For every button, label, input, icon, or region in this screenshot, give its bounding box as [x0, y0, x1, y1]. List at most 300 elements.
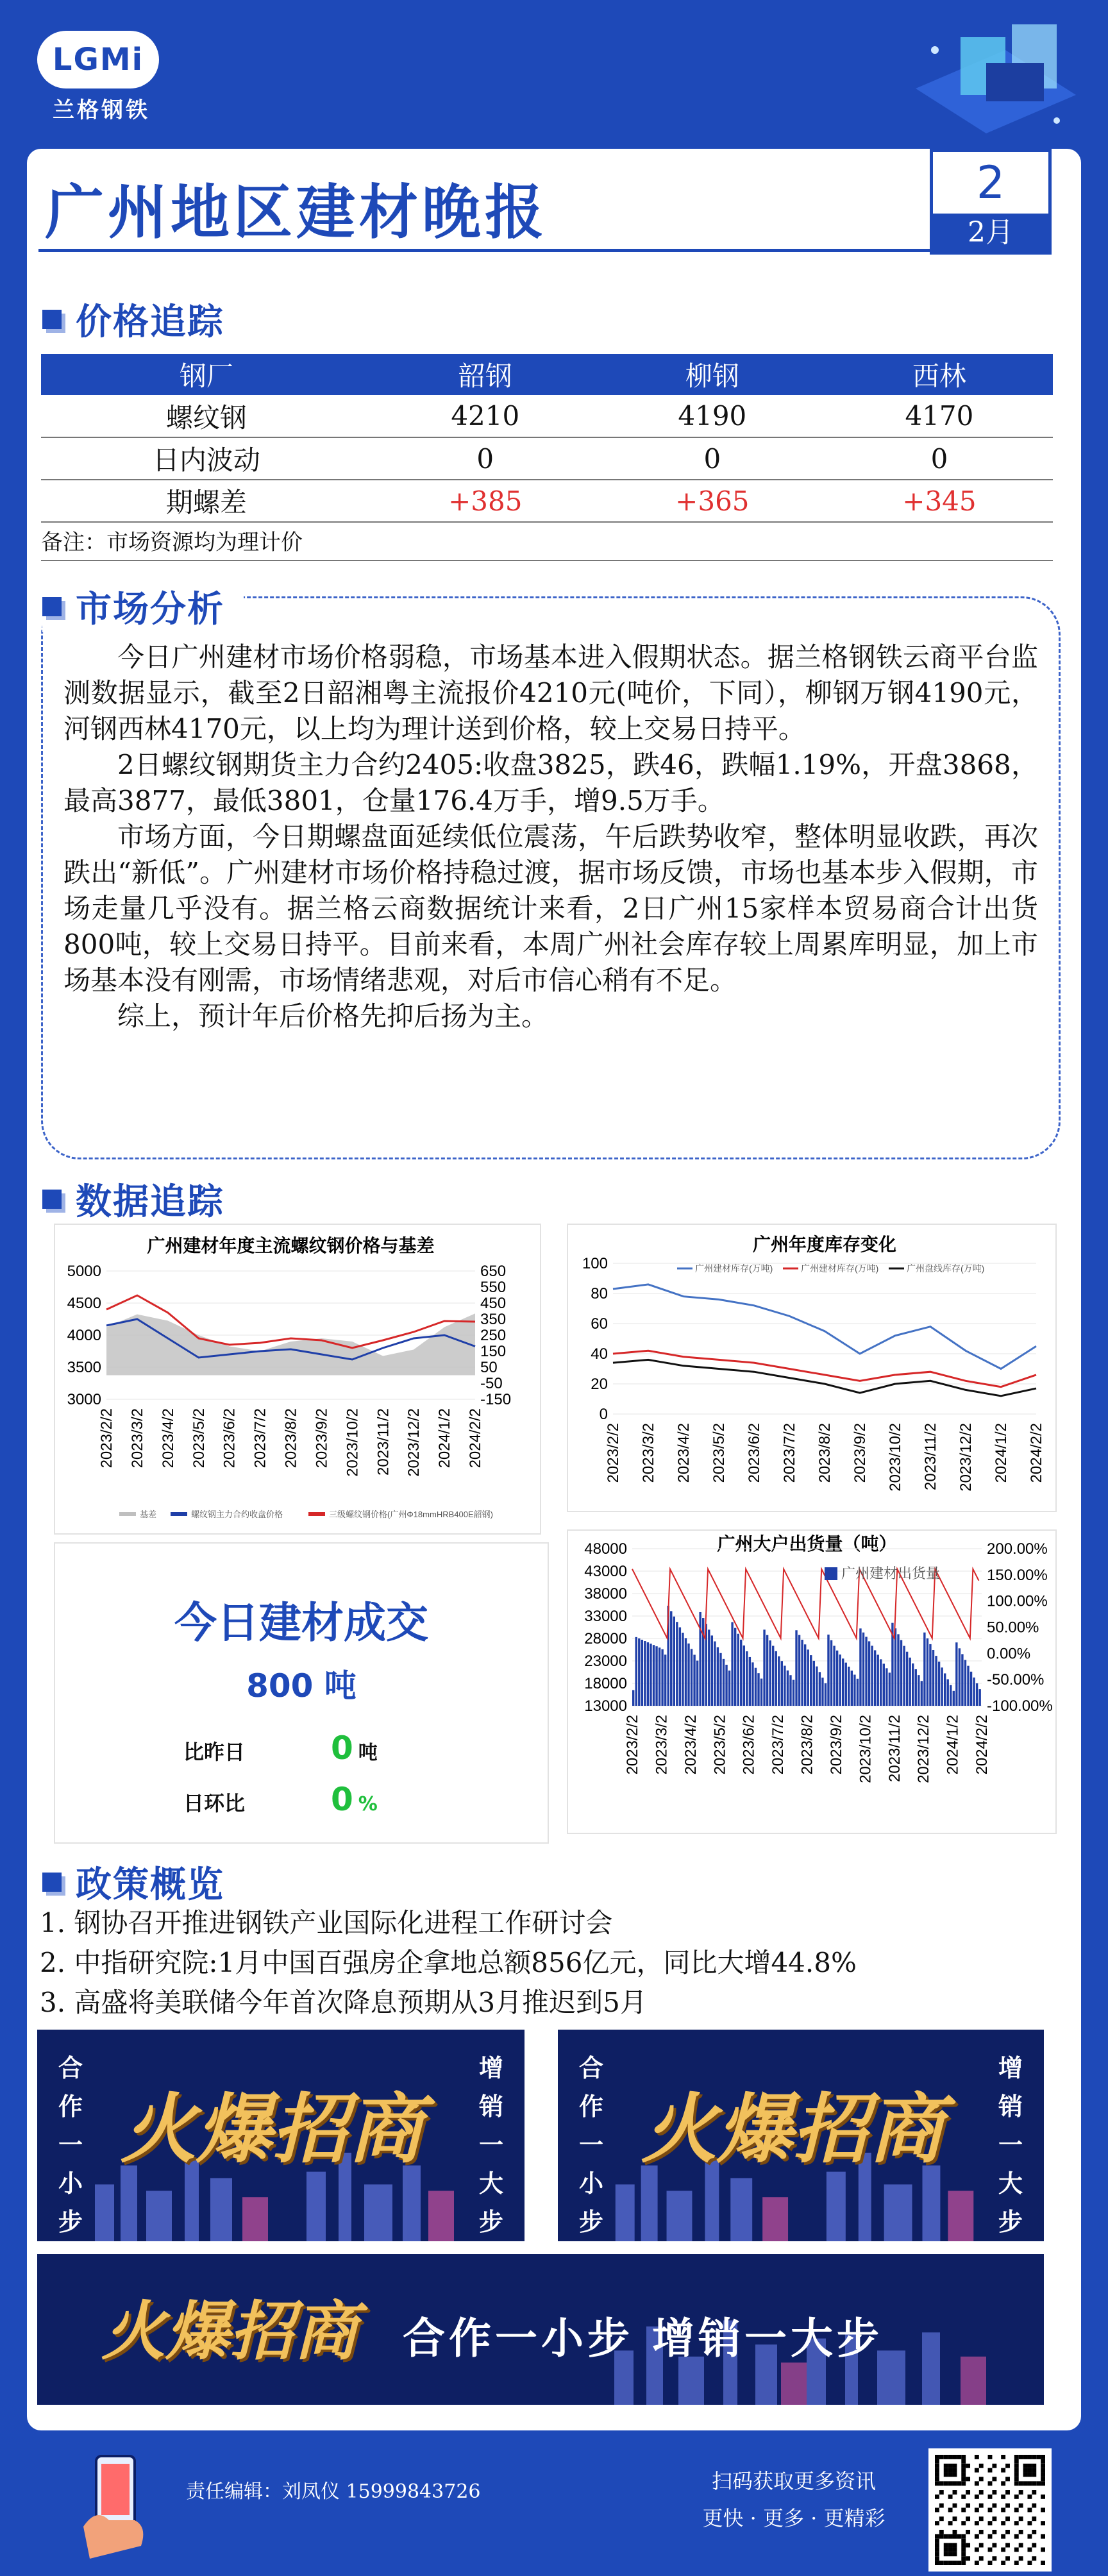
section-analysis-label: 市场分析 — [76, 588, 224, 630]
bar — [900, 1640, 902, 1706]
qr-module — [948, 2534, 953, 2539]
shipment-chart-card — [567, 1529, 1057, 1834]
bar — [717, 1647, 719, 1706]
qr-module — [939, 2490, 944, 2495]
qr-module — [939, 2561, 944, 2565]
bar — [723, 1659, 725, 1706]
price-basis-chart-card — [54, 1224, 541, 1535]
bar — [798, 1635, 800, 1706]
qr-module — [948, 2508, 953, 2513]
qr-module — [1014, 2477, 1019, 2481]
qr-module — [1005, 2530, 1010, 2534]
y2-tick-label: -50.00% — [987, 1671, 1045, 1689]
qr-module — [1014, 2464, 1019, 2468]
y2-tick-label: 100.00% — [987, 1592, 1048, 1610]
qr-module — [975, 2561, 979, 2565]
qr-module — [988, 2455, 993, 2459]
bar — [877, 1654, 879, 1706]
bar — [868, 1641, 870, 1706]
bar — [673, 1617, 675, 1706]
qr-module — [944, 2543, 948, 2548]
qr-module — [939, 2481, 944, 2486]
qr-module — [961, 2539, 966, 2543]
bar — [859, 1628, 861, 1706]
qr-module — [939, 2530, 944, 2534]
qr-module — [988, 2521, 993, 2525]
qr-module — [1019, 2530, 1023, 2534]
deal-yoy-unit: 吨 — [358, 1742, 378, 1764]
qr-module — [961, 2481, 966, 2486]
bar — [848, 1667, 850, 1706]
qr-module — [1027, 2468, 1032, 2473]
bar — [883, 1663, 885, 1706]
bar — [871, 1646, 873, 1706]
qr-module — [1041, 2464, 1045, 2468]
x-tick-label: 2024/2/2 — [467, 1408, 484, 1469]
qr-module — [935, 2481, 939, 2486]
x-tick-label: 2024/2/2 — [973, 1715, 991, 1775]
bar — [938, 1662, 940, 1706]
qr-module — [1001, 2455, 1005, 2459]
qr-module — [1023, 2473, 1028, 2477]
qr-module — [1001, 2468, 1005, 2473]
qr-module — [966, 2543, 970, 2548]
footer-editor: 责任编辑：刘凤仪 15999843726 — [186, 2480, 481, 2503]
bar — [632, 1690, 634, 1706]
qr-module — [961, 2464, 966, 2468]
qr-module — [1001, 2495, 1005, 2499]
qr-module — [1032, 2464, 1036, 2468]
policy-list — [40, 1903, 857, 2023]
ad-right-text: 增销一大步 — [998, 2054, 1023, 2236]
y-tick-label: 3000 — [67, 1391, 101, 1408]
y-tick-label: 40 — [591, 1345, 608, 1363]
bar — [670, 1611, 672, 1706]
qr-module — [935, 2561, 939, 2565]
y-tick-label: 5000 — [67, 1263, 101, 1280]
bar — [903, 1646, 905, 1706]
qr-module — [961, 2459, 966, 2464]
bar — [766, 1635, 768, 1706]
price-note: 备注：市场资源均为理计价 — [41, 525, 1053, 561]
qr-module — [944, 2464, 948, 2468]
qr-module — [1005, 2464, 1010, 2468]
ad-left-text: 合作一小步 — [578, 2054, 603, 2236]
x-tick-label: 2023/9/2 — [313, 1408, 331, 1469]
bar — [944, 1673, 946, 1706]
bar — [793, 1680, 794, 1706]
logo-subtitle: 兰格钢铁 — [53, 97, 150, 123]
table-cell: +385 — [372, 480, 599, 522]
inventory-chart — [568, 1225, 1058, 1513]
report-title: 广州地区建材晚报 — [45, 178, 548, 247]
x-tick-label: 2023/5/2 — [710, 1423, 728, 1483]
chart-title: 广州建材年度主流螺纹钢价格与基差 — [147, 1236, 435, 1256]
date-month: 2月 — [933, 214, 1048, 252]
ad-banner-right[interactable] — [558, 2030, 1044, 2241]
qr-module — [935, 2464, 939, 2468]
bar — [865, 1637, 867, 1706]
x-tick-label: 2023/8/2 — [816, 1423, 834, 1483]
bar — [778, 1656, 780, 1706]
qr-module — [1014, 2521, 1019, 2525]
bar — [728, 1671, 730, 1706]
bar — [827, 1635, 829, 1706]
qr-module — [953, 2490, 957, 2495]
qr-module — [975, 2481, 979, 2486]
qr-module — [953, 2468, 957, 2473]
qr-module — [979, 2490, 984, 2495]
qr-module — [979, 2477, 984, 2481]
legend-swatch — [308, 1512, 325, 1516]
qr-module — [953, 2473, 957, 2477]
qr-module — [948, 2473, 953, 2477]
policy-item: 2. 中指研究院:1月中国百强房企拿地总额856亿元，同比大增44.8% — [40, 1947, 857, 1978]
bar — [964, 1660, 966, 1706]
table-cell: 4210 — [372, 395, 599, 437]
qr-module — [1019, 2516, 1023, 2521]
legend-label: 三级螺纹钢价格(广州Φ18mmHRB400E韶钢) — [329, 1510, 493, 1519]
bar — [775, 1651, 777, 1706]
qr-module — [961, 2552, 966, 2556]
bar — [801, 1640, 803, 1706]
deal-mom-label: 日环比 — [183, 1791, 246, 1815]
bar — [833, 1646, 835, 1706]
x-tick-label: 2023/12/2 — [915, 1715, 933, 1783]
x-tick-label: 2023/3/2 — [128, 1408, 146, 1469]
qr-module — [961, 2477, 966, 2481]
qr-module — [1005, 2516, 1010, 2521]
bar — [755, 1668, 757, 1706]
chart-title: 广州年度库存变化 — [752, 1234, 897, 1254]
x-tick-label: 2023/11/2 — [374, 1408, 392, 1476]
x-tick-label: 2023/7/2 — [251, 1408, 269, 1469]
y-tick-label: 80 — [591, 1285, 608, 1302]
bar — [845, 1663, 847, 1706]
x-tick-label: 2023/7/2 — [769, 1715, 787, 1775]
qr-module — [1014, 2561, 1019, 2565]
qr-module — [966, 2464, 970, 2468]
table-cell: 4190 — [599, 395, 826, 437]
legend-label: 基差 — [140, 1510, 157, 1519]
bar — [708, 1629, 710, 1706]
bar — [880, 1659, 882, 1706]
qr-module — [966, 2490, 970, 2495]
bar — [836, 1651, 838, 1706]
qr-module — [961, 2561, 966, 2565]
x-tick-label: 2023/9/2 — [827, 1715, 845, 1775]
qr-module — [1027, 2521, 1032, 2525]
x-tick-label: 2023/7/2 — [781, 1423, 798, 1483]
header-cell: 钢厂 — [41, 354, 372, 395]
x-tick-label: 2023/11/2 — [922, 1423, 939, 1490]
bar — [734, 1628, 736, 1706]
qr-module — [935, 2459, 939, 2464]
x-tick-label: 2023/11/2 — [886, 1715, 903, 1782]
bar — [769, 1640, 771, 1706]
legend-label: 广州建材出货量 — [841, 1565, 941, 1581]
qr-module — [935, 2539, 939, 2543]
legend-label: 广州建材库存(万吨) — [695, 1263, 773, 1274]
ad-banner-wide[interactable] — [37, 2254, 1044, 2405]
y2-tick-label: 50 — [480, 1359, 498, 1376]
y-tick-label: 28000 — [584, 1630, 627, 1647]
qr-module — [957, 2455, 961, 2459]
ad-headline: 火爆招商 — [101, 2293, 358, 2369]
qr-module — [953, 2516, 957, 2521]
bar — [912, 1663, 914, 1706]
x-tick-label: 2023/8/2 — [282, 1408, 300, 1469]
footer — [0, 2430, 1108, 2576]
qr-module — [1027, 2495, 1032, 2499]
qr-module — [988, 2547, 993, 2552]
bar — [682, 1633, 684, 1706]
table-row — [41, 480, 1053, 522]
qr-module — [988, 2534, 993, 2539]
qr-module — [939, 2534, 944, 2539]
qr-module — [1027, 2508, 1032, 2513]
qr-module — [1041, 2468, 1045, 2473]
qr-module — [944, 2473, 948, 2477]
bar — [714, 1642, 716, 1706]
bar — [961, 1654, 963, 1706]
bar — [655, 1646, 657, 1706]
bar — [830, 1640, 832, 1706]
x-tick-label: 2023/6/2 — [746, 1423, 763, 1483]
bar — [897, 1634, 899, 1706]
qr-module — [992, 2530, 996, 2534]
bar — [853, 1675, 855, 1706]
y-tick-label: 20 — [591, 1376, 608, 1393]
ad-headline: 火爆招商 — [641, 2084, 944, 2173]
x-tick-label: 2023/2/2 — [624, 1715, 641, 1775]
y2-tick-label: 650 — [480, 1263, 507, 1280]
qr-module — [1041, 2547, 1045, 2552]
qr-module — [935, 2473, 939, 2477]
bar — [702, 1618, 704, 1706]
x-tick-label: 2023/4/2 — [159, 1408, 177, 1469]
bar — [959, 1648, 961, 1706]
y2-tick-label: 150 — [480, 1343, 507, 1360]
qr-module — [939, 2516, 944, 2521]
bar — [813, 1661, 815, 1706]
footer-scan-line-2: 更快 · 更多 · 更精彩 — [702, 2506, 886, 2530]
qr-module — [1014, 2473, 1019, 2477]
bar — [749, 1657, 751, 1706]
bar — [664, 1654, 666, 1706]
bar — [810, 1655, 812, 1706]
policy-item: 1. 钢协召开推进钢铁产业国际化进程工作研讨会 — [40, 1907, 613, 1939]
chart-title: 广州大户出货量（吨） — [717, 1534, 897, 1554]
bar — [740, 1640, 742, 1706]
x-tick-label: 2023/12/2 — [957, 1423, 975, 1492]
qr-module — [1041, 2521, 1045, 2525]
bar — [743, 1646, 745, 1706]
qr-module — [1032, 2504, 1036, 2508]
y-tick-label: 60 — [591, 1315, 608, 1333]
date-box — [930, 149, 1052, 255]
qr-module — [1014, 2459, 1019, 2464]
table-cell: +345 — [826, 480, 1053, 522]
section-data-label: 数据追踪 — [76, 1181, 224, 1223]
qr-module — [1041, 2481, 1045, 2486]
bar — [906, 1652, 908, 1706]
qr-module — [1005, 2477, 1010, 2481]
x-tick-label: 2023/3/2 — [653, 1715, 671, 1775]
qr-module — [944, 2552, 948, 2556]
qr-module — [1041, 2495, 1045, 2499]
deal-yoy-value: 0 — [331, 1730, 353, 1767]
qr-module — [1041, 2473, 1045, 2477]
section-policy-label: 政策概览 — [76, 1864, 224, 1906]
qr-module — [935, 2556, 939, 2561]
bar — [746, 1651, 748, 1706]
qr-module — [953, 2543, 957, 2548]
qr-module — [961, 2543, 966, 2548]
x-tick-label: 2023/2/2 — [605, 1423, 622, 1483]
bar — [737, 1634, 739, 1706]
qr-module — [979, 2516, 984, 2521]
qr-module — [1014, 2508, 1019, 2513]
x-tick-label: 2023/2/2 — [98, 1408, 115, 1469]
qr-module — [948, 2547, 953, 2552]
deal-mom-unit: % — [358, 1793, 378, 1815]
title-underline — [38, 249, 1045, 252]
y-tick-label: 33000 — [584, 1608, 627, 1625]
ad-banner-left[interactable] — [37, 2030, 525, 2241]
x-tick-label: 2023/5/2 — [190, 1408, 208, 1469]
qr-module — [1027, 2455, 1032, 2459]
bar — [941, 1667, 943, 1706]
section-price — [42, 294, 224, 345]
bar — [862, 1633, 864, 1706]
qr-module — [1001, 2481, 1005, 2486]
bar — [825, 1683, 827, 1706]
qr-module — [944, 2481, 948, 2486]
qr-module — [939, 2504, 944, 2508]
price-table-header — [41, 354, 1053, 395]
analysis-paragraph: 2日螺纹钢期货主力合约2405:收盘3825，跌46，跌幅1.19%，开盘3868，最高3877，最低3801，仓量176.4万手，增9.5万手。 — [63, 749, 1038, 816]
ad-left-text: 合作一小步 — [58, 2054, 83, 2236]
y-tick-label: 13000 — [584, 1697, 627, 1715]
qr-module — [948, 2481, 953, 2486]
qr-module — [1019, 2543, 1023, 2548]
qr-module — [988, 2495, 993, 2499]
header-illustration — [890, 12, 1082, 146]
analysis-paragraph: 今日广州建材市场价格弱稳，市场基本进入假期状态。据兰格钢铁云商平台监测数据显示，截至2日韶湘粤主流报价4210元(吨价，下同），柳钢万钢4190元，河钢西林4170元，以上均为理计送到价格，较上交易日持平。 — [63, 641, 1038, 745]
qr-module — [1027, 2547, 1032, 2552]
bar — [772, 1646, 774, 1706]
qr-module — [1041, 2561, 1045, 2565]
bar — [696, 1661, 698, 1706]
qr-module — [966, 2477, 970, 2481]
bar — [781, 1661, 783, 1706]
qr-module — [1005, 2504, 1010, 2508]
x-tick-label: 2023/6/2 — [221, 1408, 239, 1469]
qr-module — [1001, 2508, 1005, 2513]
qr-module — [961, 2495, 966, 2499]
qr-module — [992, 2477, 996, 2481]
qr-module — [1032, 2481, 1036, 2486]
y-tick-label: 23000 — [584, 1653, 627, 1670]
qr-module — [975, 2534, 979, 2539]
qr-module — [1032, 2516, 1036, 2521]
qr-module — [1014, 2534, 1019, 2539]
bar — [650, 1644, 651, 1706]
qr-module — [1019, 2490, 1023, 2495]
qr-module — [1005, 2490, 1010, 2495]
series-line — [613, 1351, 1036, 1386]
qr-module — [961, 2556, 966, 2561]
x-tick-label: 2023/5/2 — [711, 1715, 729, 1775]
bar — [886, 1668, 887, 1706]
qr-module — [961, 2547, 966, 2552]
qr-module — [961, 2521, 966, 2525]
qr-module — [1001, 2521, 1005, 2525]
qr-module — [935, 2508, 939, 2513]
x-tick-label: 2023/6/2 — [740, 1715, 758, 1775]
footer-scan-line-1: 扫码获取更多资讯 — [711, 2469, 876, 2493]
deal-volume-unit: 吨 — [324, 1667, 357, 1705]
bar — [719, 1653, 721, 1706]
price-basis-chart — [55, 1225, 542, 1536]
qr-module — [966, 2556, 970, 2561]
y2-tick-label: 350 — [480, 1311, 507, 1328]
qr-module — [1027, 2473, 1032, 2477]
bar — [644, 1641, 646, 1706]
y2-tick-label: 200.00% — [987, 1540, 1048, 1558]
qr-module — [944, 2455, 948, 2459]
x-tick-label: 2023/8/2 — [798, 1715, 816, 1775]
bar — [638, 1638, 640, 1706]
qr-module — [1027, 2561, 1032, 2565]
qr-module — [1032, 2473, 1036, 2477]
qr-code-icon[interactable] — [928, 2448, 1052, 2572]
table-cell: 螺纹钢 — [41, 395, 372, 437]
qr-module — [935, 2495, 939, 2499]
bar — [857, 1679, 859, 1706]
qr-module — [1005, 2543, 1010, 2548]
inventory-chart-card — [567, 1224, 1057, 1512]
qr-module — [961, 2468, 966, 2473]
x-tick-label: 2023/4/2 — [682, 1715, 700, 1775]
date-day: 2 — [976, 156, 1005, 209]
deal-yoy-row — [183, 1730, 378, 1767]
qr-module — [944, 2547, 948, 2552]
y-tick-label: 48000 — [584, 1540, 627, 1558]
legend-swatch — [171, 1512, 187, 1516]
bar — [923, 1633, 925, 1706]
bar — [711, 1635, 713, 1706]
x-tick-label: 2023/10/2 — [887, 1423, 904, 1492]
qr-module — [939, 2455, 944, 2459]
qr-module — [992, 2543, 996, 2548]
logo-badge: LGMi — [37, 31, 159, 88]
x-tick-label: 2023/12/2 — [405, 1408, 423, 1477]
qr-module — [1014, 2455, 1019, 2459]
table-cell: 0 — [372, 437, 599, 480]
y2-tick-label: -100.00% — [987, 1697, 1053, 1715]
section-bullet-icon — [42, 1873, 62, 1892]
bar — [953, 1691, 955, 1706]
table-row — [41, 395, 1053, 437]
bar — [950, 1685, 952, 1706]
bar — [915, 1669, 917, 1706]
y-tick-label: 4000 — [67, 1327, 101, 1344]
bar — [932, 1650, 934, 1706]
price-table — [41, 354, 1053, 523]
qr-module — [1019, 2455, 1023, 2459]
